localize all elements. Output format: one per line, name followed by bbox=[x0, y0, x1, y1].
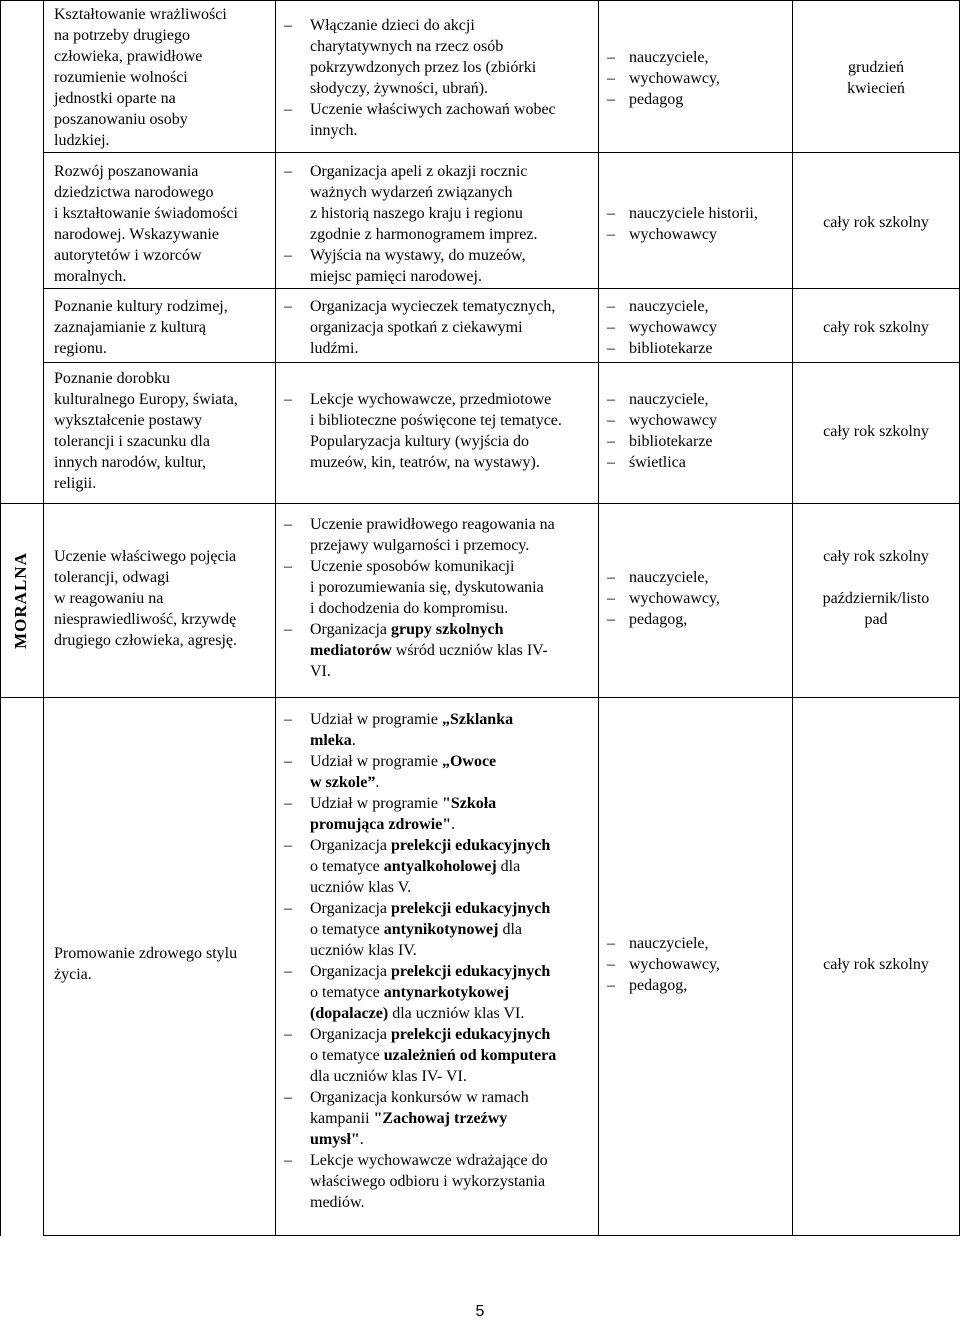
responsible-text: nauczyciele, bbox=[629, 391, 709, 408]
goal-line: człowieka, prawidłowe bbox=[54, 48, 203, 65]
task-text-bold: mediatorów bbox=[310, 642, 392, 659]
dash-bullet: – bbox=[284, 621, 292, 638]
task-text: . bbox=[451, 816, 456, 833]
goal-line: regionu. bbox=[54, 340, 107, 357]
task-item bbox=[280, 1024, 598, 1087]
responsible-line bbox=[607, 609, 792, 630]
task-line: Uczenie właściwych zachowań wobec bbox=[310, 101, 556, 118]
task-line: dla uczniów klas IV- VI. bbox=[310, 1068, 467, 1085]
task-item bbox=[280, 161, 598, 245]
dash-bullet: – bbox=[607, 70, 615, 87]
task-line: i porozumiewania się, dyskutowania bbox=[310, 579, 544, 596]
dash-bullet: – bbox=[607, 977, 615, 994]
goal-cell bbox=[44, 546, 275, 651]
goal-line: rozumienie wolności bbox=[54, 69, 188, 86]
goal-cell bbox=[44, 296, 275, 359]
task-line bbox=[310, 898, 598, 919]
section-label bbox=[3, 505, 37, 695]
task-line: słodyczy, żywności, ubrań). bbox=[310, 80, 489, 97]
when-text: pad bbox=[864, 611, 888, 628]
task-item bbox=[280, 751, 598, 793]
task-item bbox=[280, 514, 598, 556]
task-text-bold: antynarkotykowej bbox=[383, 984, 510, 1001]
task-line: i dochodzenia do kompromisu. bbox=[310, 600, 509, 617]
goal-line: religii. bbox=[54, 475, 97, 492]
responsible-line bbox=[607, 203, 792, 224]
when-text: cały rok szkolny bbox=[823, 423, 929, 440]
responsible-text: nauczyciele, bbox=[629, 298, 709, 315]
goal-line: narodowej. Wskazywanie bbox=[54, 226, 219, 243]
task-text: . bbox=[351, 732, 356, 749]
goal-line: tolerancji, odwagi bbox=[54, 569, 170, 586]
task-text-bold: promująca zdrowie" bbox=[310, 816, 452, 833]
dash-bullet: – bbox=[607, 340, 615, 357]
task-item bbox=[280, 619, 598, 682]
responsible-text: bibliotekarze bbox=[629, 340, 713, 357]
goal-line: kulturalnego Europy, świata, bbox=[54, 391, 238, 408]
responsible-cell bbox=[599, 389, 792, 473]
task-line bbox=[310, 856, 598, 877]
goal-line: życia. bbox=[54, 966, 92, 983]
task-text-bold: grupy szkolnych bbox=[391, 621, 504, 638]
task-text-bold: (dopalacze) bbox=[310, 1005, 389, 1022]
when-text: cały rok szkolny bbox=[823, 319, 929, 336]
dash-bullet: – bbox=[607, 412, 615, 429]
task-line bbox=[310, 751, 598, 772]
goal-line: moralnych. bbox=[54, 268, 127, 285]
task-line bbox=[310, 835, 598, 856]
responsible-line bbox=[607, 224, 792, 245]
dash-bullet: – bbox=[284, 17, 292, 34]
task-item bbox=[280, 245, 598, 287]
task-line: miejsc pamięci narodowej. bbox=[310, 268, 482, 285]
goal-line: drugiego człowieka, agresję. bbox=[54, 632, 238, 649]
tasks-cell bbox=[276, 514, 598, 682]
responsible-text: bibliotekarze bbox=[629, 433, 713, 450]
when-text: cały rok szkolny bbox=[823, 956, 929, 973]
responsible-text: pedagog bbox=[629, 91, 684, 108]
responsible-line bbox=[607, 954, 792, 975]
tasks-cell bbox=[276, 296, 598, 359]
dash-bullet: – bbox=[284, 753, 292, 770]
task-line bbox=[310, 640, 598, 661]
dash-bullet: – bbox=[607, 226, 615, 243]
goal-line: w reagowaniu na bbox=[54, 590, 164, 607]
task-line: Organizacja konkursów w ramach bbox=[310, 1089, 529, 1106]
task-line: Popularyzacja kultury (wyjścia do bbox=[310, 433, 530, 450]
task-line: przejawy wulgarności i przemocy. bbox=[310, 537, 530, 554]
dash-bullet: – bbox=[284, 163, 292, 180]
responsible-line bbox=[607, 588, 792, 609]
task-item bbox=[280, 961, 598, 1024]
dash-bullet: – bbox=[284, 391, 292, 408]
task-line bbox=[310, 1024, 598, 1045]
dash-bullet: – bbox=[284, 1026, 292, 1043]
dash-bullet: – bbox=[284, 900, 292, 917]
task-text: dla uczniów klas VI. bbox=[388, 1005, 525, 1022]
responsible-text: nauczyciele, bbox=[629, 49, 709, 66]
dash-bullet: – bbox=[607, 49, 615, 66]
dash-bullet: – bbox=[284, 247, 292, 264]
goal-line: innych narodów, kultur, bbox=[54, 454, 207, 471]
task-line: innych. bbox=[310, 122, 358, 139]
responsible-line bbox=[607, 296, 792, 317]
task-line bbox=[310, 1045, 598, 1066]
responsible-line bbox=[607, 47, 792, 68]
responsible-text: świetlica bbox=[629, 454, 686, 471]
dash-bullet: – bbox=[607, 935, 615, 952]
responsible-text: wychowawcy bbox=[629, 319, 717, 336]
goal-line: Kształtowanie wrażliwości bbox=[54, 6, 227, 23]
task-text-bold: antyalkoholowej bbox=[383, 858, 497, 875]
goal-cell bbox=[44, 4, 275, 151]
task-line: organizacja spotkań z ciekawymi bbox=[310, 319, 523, 336]
dash-bullet: – bbox=[284, 298, 292, 315]
task-line bbox=[310, 730, 598, 751]
task-text: kampanii bbox=[310, 1110, 374, 1127]
task-line: pokrzywdzonych przez los (zbiórki bbox=[310, 59, 537, 76]
task-item bbox=[280, 898, 598, 961]
section-label-text: MORALNA bbox=[10, 551, 30, 649]
dash-bullet: – bbox=[607, 590, 615, 607]
task-text-bold: prelekcji edukacyjnych bbox=[391, 1026, 551, 1043]
goal-line: zaznajamianie z kulturą bbox=[54, 319, 206, 336]
responsible-text: wychowawcy, bbox=[629, 956, 720, 973]
task-line: Organizacja apeli z okazji rocznic bbox=[310, 163, 528, 180]
goal-line: Promowanie zdrowego stylu bbox=[54, 945, 238, 962]
when-cell bbox=[793, 212, 959, 233]
task-text: Udział w programie bbox=[310, 795, 442, 812]
task-text: o tematyce bbox=[310, 984, 384, 1001]
task-text: wśród uczniów klas IV- bbox=[391, 642, 548, 659]
task-text: o tematyce bbox=[310, 858, 384, 875]
when-text: październik/listo bbox=[822, 590, 930, 607]
task-text: Organizacja bbox=[310, 621, 391, 638]
responsible-cell bbox=[599, 296, 792, 359]
task-text-bold: „Szklanka bbox=[441, 711, 514, 728]
dash-bullet: – bbox=[284, 558, 292, 575]
task-text: o tematyce bbox=[310, 1047, 384, 1064]
responsible-line bbox=[607, 389, 792, 410]
responsible-text: pedagog, bbox=[629, 977, 688, 994]
responsible-cell bbox=[599, 933, 792, 996]
task-line: Organizacja wycieczek tematycznych, bbox=[310, 298, 556, 315]
when-text: kwiecień bbox=[847, 80, 905, 97]
dash-bullet: – bbox=[284, 837, 292, 854]
task-text-bold: prelekcji edukacyjnych bbox=[391, 963, 551, 980]
task-line bbox=[310, 982, 598, 1003]
goal-line: poszanowaniu osoby bbox=[54, 111, 188, 128]
task-line: muzeów, kin, teatrów, na wystawy). bbox=[310, 454, 540, 471]
goal-line: jednostki oparte na bbox=[54, 90, 176, 107]
task-item bbox=[280, 15, 598, 99]
task-text-bold: prelekcji edukacyjnych bbox=[391, 837, 551, 854]
dash-bullet: – bbox=[284, 963, 292, 980]
responsible-line bbox=[607, 975, 792, 996]
task-text: o tematyce bbox=[310, 921, 384, 938]
when-cell bbox=[793, 546, 959, 630]
goal-line: Uczenie właściwego pojęcia bbox=[54, 548, 237, 565]
dash-bullet: – bbox=[607, 319, 615, 336]
task-line bbox=[310, 1129, 598, 1150]
responsible-text: wychowawcy bbox=[629, 226, 717, 243]
responsible-text: wychowawcy, bbox=[629, 70, 720, 87]
task-text: . bbox=[359, 1131, 364, 1148]
task-item bbox=[280, 99, 598, 141]
when-text: cały rok szkolny bbox=[823, 214, 929, 231]
task-text-bold: w szkole” bbox=[310, 774, 376, 791]
when-cell bbox=[793, 954, 959, 975]
responsible-line bbox=[607, 933, 792, 954]
responsible-line bbox=[607, 68, 792, 89]
responsible-cell bbox=[599, 203, 792, 245]
tasks-cell bbox=[276, 709, 598, 1213]
task-line: Wyjścia na wystawy, do muzeów, bbox=[310, 247, 526, 264]
task-line: ludźmi. bbox=[310, 340, 359, 357]
task-line: Włączanie dzieci do akcji bbox=[310, 17, 475, 34]
task-text: . bbox=[375, 774, 380, 791]
task-item bbox=[280, 709, 598, 751]
task-line: charytatywnych na rzecz osób bbox=[310, 38, 504, 55]
task-line: uczniów klas V. bbox=[310, 879, 412, 896]
goal-line: Rozwój poszanowania bbox=[54, 163, 199, 180]
dash-bullet: – bbox=[607, 569, 615, 586]
dash-bullet: – bbox=[607, 611, 615, 628]
responsible-line bbox=[607, 410, 792, 431]
task-text: Organizacja bbox=[310, 963, 391, 980]
responsible-text: wychowawcy bbox=[629, 412, 717, 429]
task-text-bold: "Szkoła bbox=[441, 795, 497, 812]
tasks-cell bbox=[276, 161, 598, 287]
goal-line: wykształcenie postawy bbox=[54, 412, 202, 429]
dash-bullet: – bbox=[284, 1152, 292, 1169]
responsible-line bbox=[607, 338, 792, 359]
task-line: Uczenie prawidłowego reagowania na bbox=[310, 516, 555, 533]
task-item bbox=[280, 793, 598, 835]
task-text-bold: mleka bbox=[310, 732, 352, 749]
task-line: zgodnie z harmonogramem imprez. bbox=[310, 226, 538, 243]
task-line: VI. bbox=[310, 663, 331, 680]
task-line: Uczenie sposobów komunikacji bbox=[310, 558, 515, 575]
dash-bullet: – bbox=[607, 298, 615, 315]
responsible-text: pedagog, bbox=[629, 611, 688, 628]
responsible-text: nauczyciele, bbox=[629, 935, 709, 952]
responsible-line bbox=[607, 431, 792, 452]
task-line bbox=[310, 919, 598, 940]
dash-bullet: – bbox=[607, 454, 615, 471]
task-text: Udział w programie bbox=[310, 753, 442, 770]
when-text: cały rok szkolny bbox=[823, 548, 929, 565]
goal-line: na potrzeby drugiego bbox=[54, 27, 190, 44]
task-text-bold: „Owoce bbox=[441, 753, 497, 770]
task-line bbox=[310, 814, 598, 835]
task-line: z historią naszego kraju i regionu bbox=[310, 205, 523, 222]
task-line: Lekcje wychowawcze wdrażające do bbox=[310, 1152, 548, 1169]
task-line bbox=[310, 619, 598, 640]
task-text: Organizacja bbox=[310, 837, 391, 854]
task-line: uczniów klas IV. bbox=[310, 942, 417, 959]
goal-line: autorytetów i wzorców bbox=[54, 247, 202, 264]
goal-line: i kształtowanie świadomości bbox=[54, 205, 238, 222]
task-line: właściwego odbioru i wykorzystania bbox=[310, 1173, 546, 1190]
tasks-cell bbox=[276, 389, 598, 473]
dash-bullet: – bbox=[284, 1089, 292, 1106]
responsible-text: nauczyciele, bbox=[629, 569, 709, 586]
when-cell bbox=[793, 317, 959, 338]
dash-bullet: – bbox=[607, 205, 615, 222]
dash-bullet: – bbox=[607, 956, 615, 973]
task-line: mediów. bbox=[310, 1194, 365, 1211]
goal-line: tolerancji i szacunku dla bbox=[54, 433, 210, 450]
goal-cell bbox=[44, 943, 275, 985]
task-line bbox=[310, 1108, 598, 1129]
task-text-bold: "Zachowaj trzeźwy bbox=[373, 1110, 508, 1127]
tasks-cell bbox=[276, 15, 598, 141]
dash-bullet: – bbox=[607, 391, 615, 408]
dash-bullet: – bbox=[607, 91, 615, 108]
responsible-text: wychowawcy, bbox=[629, 590, 720, 607]
goal-line: ludzkiej. bbox=[54, 132, 110, 149]
goal-line: dziedzictwa narodowego bbox=[54, 184, 214, 201]
goal-cell bbox=[44, 368, 275, 494]
task-text-bold: prelekcji edukacyjnych bbox=[391, 900, 551, 917]
task-line bbox=[310, 709, 598, 730]
goal-cell bbox=[44, 161, 275, 287]
task-item bbox=[280, 389, 598, 473]
responsible-line bbox=[607, 89, 792, 110]
task-text-bold: umysł" bbox=[310, 1131, 360, 1148]
responsible-text: nauczyciele historii, bbox=[629, 205, 758, 222]
task-text-bold: uzależnień od komputera bbox=[383, 1047, 557, 1064]
task-item bbox=[280, 1150, 598, 1213]
goal-line: Poznanie dorobku bbox=[54, 370, 170, 387]
responsible-line bbox=[607, 452, 792, 473]
task-line: Lekcje wychowawcze, przedmiotowe bbox=[310, 391, 552, 408]
task-text: Organizacja bbox=[310, 900, 391, 917]
when-text: grudzień bbox=[848, 59, 904, 76]
task-line bbox=[310, 793, 598, 814]
responsible-cell bbox=[599, 47, 792, 110]
task-item bbox=[280, 556, 598, 619]
task-line: i biblioteczne poświęcone tej tematyce. bbox=[310, 412, 562, 429]
when-cell bbox=[793, 57, 959, 99]
task-item bbox=[280, 1087, 598, 1150]
dash-bullet: – bbox=[284, 101, 292, 118]
task-text: dla bbox=[496, 858, 521, 875]
task-line: ważnych wydarzeń związanych bbox=[310, 184, 513, 201]
when-cell bbox=[793, 421, 959, 442]
responsible-line bbox=[607, 317, 792, 338]
goal-line: niesprawiedliwość, krzywdę bbox=[54, 611, 237, 628]
task-text: Organizacja bbox=[310, 1026, 391, 1043]
goal-line: Poznanie kultury rodzimej, bbox=[54, 298, 228, 315]
task-line bbox=[310, 1003, 598, 1024]
dash-bullet: – bbox=[284, 795, 292, 812]
responsible-cell bbox=[599, 567, 792, 630]
dash-bullet: – bbox=[607, 433, 615, 450]
task-item bbox=[280, 835, 598, 898]
task-item bbox=[280, 296, 598, 359]
dash-bullet: – bbox=[284, 711, 292, 728]
task-text-bold: antynikotynowej bbox=[383, 921, 499, 938]
task-text: dla bbox=[498, 921, 522, 938]
task-line bbox=[310, 772, 598, 793]
responsible-line bbox=[607, 567, 792, 588]
page-number: 5 bbox=[475, 1303, 485, 1320]
dash-bullet: – bbox=[284, 516, 292, 533]
task-line bbox=[310, 961, 598, 982]
task-text: Udział w programie bbox=[310, 711, 442, 728]
